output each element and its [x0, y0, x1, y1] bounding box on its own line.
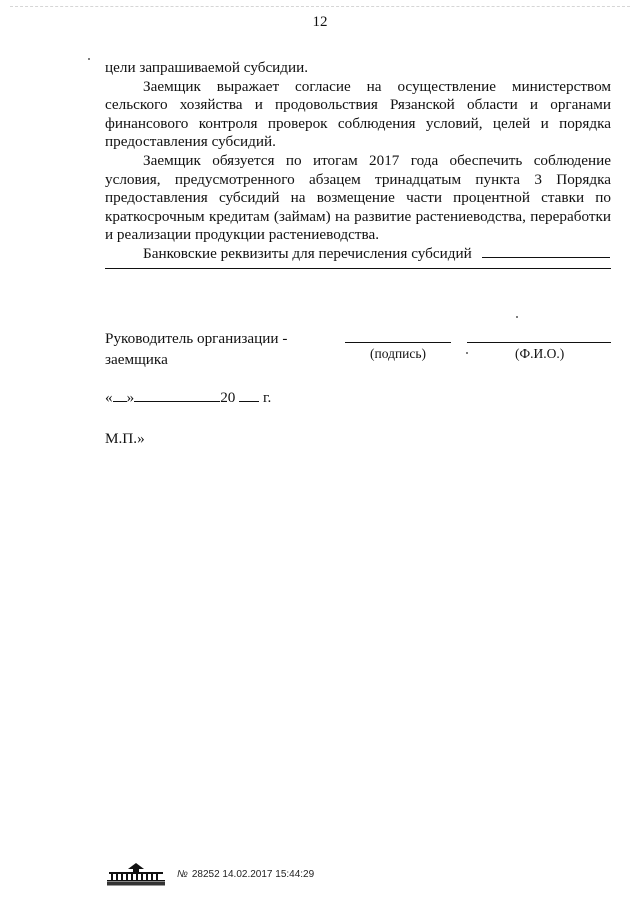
signature-line	[345, 342, 451, 343]
registration-footer	[105, 862, 314, 886]
date-month-blank	[134, 388, 220, 402]
document-body	[105, 59, 611, 264]
stamp-place-mark: М.П.»	[105, 430, 145, 447]
bank-details-blank	[482, 245, 610, 258]
date-year-blank	[239, 388, 259, 402]
date-field	[105, 388, 271, 407]
scan-speck	[516, 316, 518, 318]
registration-stamp: 28252 14.02.2017 15:44:29	[191, 868, 315, 880]
scan-speck	[466, 352, 468, 354]
signature-caption: (подпись)	[370, 346, 427, 361]
date-year-suffix: г.	[262, 389, 272, 406]
name-caption: (Ф.И.О.)	[515, 346, 565, 361]
date-close-quote: »	[126, 389, 135, 406]
signatory-label-line2: заемщика	[105, 351, 168, 368]
bank-details-second-line	[105, 268, 611, 269]
scan-speck	[88, 58, 90, 60]
signatory-label-line1: Руководитель организации -	[105, 330, 288, 347]
bank-details-label: Банковские реквизиты для перечисления субсидий	[143, 244, 472, 262]
scan-border-artifact	[10, 6, 630, 7]
paragraph-3: Заемщик обязуется по итогам 2017 года обеспечить соблюдение условия, предусмотренного абзацем тринадцатым пункта 3 Порядка предоставления субсидий на возмещение части процентной ставки по краткосрочным кредитам (займам) на развитие растениеводства, переработки и реализации продукции растениеводства.	[105, 151, 611, 244]
name-line	[467, 342, 611, 343]
page-number: 12	[312, 14, 328, 30]
government-building-logo	[105, 862, 167, 886]
signatory-label	[105, 328, 287, 370]
paragraph-4	[105, 245, 611, 264]
date-day-blank	[113, 388, 127, 402]
date-year-prefix: 20	[220, 389, 236, 406]
date-open-quote: «	[105, 389, 113, 406]
paragraph-1: цели запрашиваемой субсидии.	[105, 59, 309, 76]
paragraph-2: Заемщик выражает согласие на осуществление министерством сельского хозяйства и продовольствия Рязанской области и органами финансового контроля проверок соблюдения условий, целей и порядка предоставления субсидий.	[105, 77, 611, 151]
registration-number-icon: №	[177, 868, 188, 880]
